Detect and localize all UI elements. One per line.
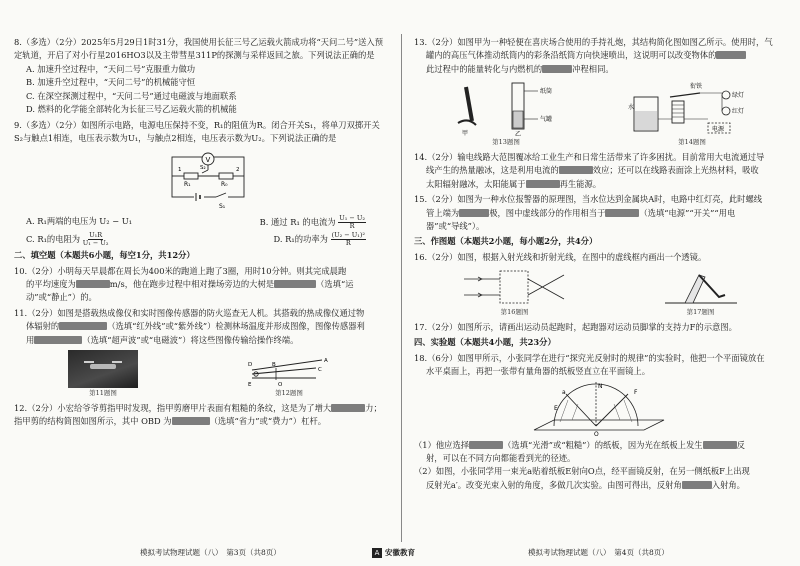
- point-d-label: D: [248, 362, 253, 369]
- q14-text-b: 效应；还可以在线路表面涂上光热材料，吸收: [592, 165, 759, 176]
- point-e-label: E: [248, 382, 252, 389]
- answer-blank: [34, 336, 82, 344]
- q8-stem: 8.（多选）（2分）2025年5月29日1时31分，我国使用长征三号乙运载火箭成功将“天问二号”送入预定轨道，开启了对小行星2016HO3以及主带彗星311P的探测与采样返回之旅。下列说法正确的是: [14, 37, 384, 61]
- figure-11: [68, 350, 138, 399]
- answer-blank: [76, 280, 110, 288]
- question-17: [414, 321, 786, 334]
- q9-option-b-text: B. 通过 R₁ 的电流为: [259, 216, 336, 227]
- starting-block-diagram: [661, 267, 741, 307]
- ray-a-label: a: [562, 388, 566, 396]
- answer-blank: [59, 322, 107, 330]
- armature-label: 衔铁: [690, 83, 703, 91]
- q11-text-c: 用: [26, 334, 35, 345]
- q9-option-a: A. R₁两端的电压为 U₂ − U₁: [26, 215, 133, 226]
- point-o-label: O: [594, 430, 599, 438]
- answer-blank: [542, 65, 572, 73]
- figure-yi-label: 乙: [515, 131, 522, 139]
- q11-q12-figures: [14, 350, 386, 399]
- point-a-label: A: [324, 358, 328, 365]
- q13-text-a: 罐内的高压气体推动纸筒内的彩条沿纸筒方向快速喷出，这说明可以改变物体的: [426, 50, 717, 61]
- s1-label: S₁: [219, 202, 226, 210]
- q14-text-d: 再生能源。: [559, 178, 602, 189]
- voltmeter-label: V: [205, 155, 211, 164]
- right-page: [414, 36, 786, 494]
- q11-line-2: [14, 320, 386, 333]
- figure-14: [630, 79, 754, 148]
- water-level-alarm-diagram: [630, 79, 754, 137]
- answer-blank: [274, 280, 316, 288]
- q18-line-1: 18.（6分）如图甲所示，小张同学在进行“探究光反射时的规律”的实验时，他把一个平面镜放在: [414, 352, 765, 363]
- board-f-label: F: [634, 388, 638, 396]
- q15-line-3: 器”或“导线”）。: [426, 221, 485, 232]
- q12-text-c: 指甲剪的结构简图如图所示，其中 OBD 为: [14, 416, 172, 427]
- q15-text-a: 管上端为: [426, 207, 460, 218]
- figure-13: [446, 79, 566, 148]
- q11-text-b: （选填“红外线”或“紫外线”）检测林场温度并形成图像，图像传感器利: [107, 321, 365, 332]
- q12-line-2: [14, 415, 386, 428]
- q16-q17-figures: [414, 267, 786, 318]
- q9-option-b-fraction: [338, 215, 366, 230]
- q9-d-denominator: R: [345, 238, 351, 247]
- answer-blank: [682, 481, 712, 489]
- figure-13-caption: 第13题图: [492, 138, 520, 147]
- point-c-label: C: [318, 367, 322, 374]
- q9-option-d-text: D. R₁的功率为: [273, 233, 328, 244]
- q18-sub-1-line-2: 射，可以在不同方向都能看到光的径迹。: [426, 453, 576, 464]
- answer-blank: [703, 441, 737, 449]
- q10-line-3: 动”或“静止”）的。: [26, 292, 97, 303]
- q18-text-e: 入射角。: [711, 479, 745, 490]
- q9-c-denominator: U₁ − U₂: [82, 238, 109, 247]
- section-2-header: 二、填空题（本题共6小题，每空1分，共12分）: [14, 250, 195, 261]
- figure-jia-label: 甲: [462, 130, 469, 138]
- q10-text-c: （选填“运: [316, 278, 354, 289]
- q11-line-1: 11.（2分）如图是搭载热成像仪和实时图像传感器的防火巡查无人机。其搭载的热成像仪通过物: [14, 307, 365, 318]
- figure-16: [460, 267, 570, 318]
- drone-photo: [68, 350, 138, 388]
- q10-line-1: 10.（2分）小明每天早晨都在周长为400米的跑道上跑了3圈，用时10分钟。则其完成晨跑: [14, 265, 347, 276]
- water-label: 水: [628, 104, 635, 112]
- right-page-footer: 模拟考试物理试题（八） 第4页（共8页）: [528, 548, 669, 557]
- q13-text-c: 冲程相同。: [572, 63, 614, 74]
- q13-line-1: 13.（2分）如图甲为一种轻便在喜庆场合使用的手持礼炮，其结构简化图如图乙所示。使用时，气: [414, 37, 773, 47]
- q11-line-3: [14, 334, 386, 347]
- q14-line-3: [414, 178, 786, 191]
- q18-line-2: 水平桌面上，再把一张带有量角器的纸板竖直立在平面镜上。: [426, 366, 651, 377]
- q15-line-1: 15.（2分）如图为一种水位报警器的原理图，当水位达到金属块A时，电路中红灯亮，此时螺线: [414, 194, 763, 205]
- q18-text-b: （选填“光滑”或“粗糙”）的纸板，因为光在纸板上发生: [503, 439, 703, 450]
- q14-text-c: 太阳辐射融冰，太阳能属于: [426, 178, 526, 189]
- q9-option-d-fraction: [331, 232, 366, 247]
- question-11: [14, 307, 386, 399]
- q9-options-ab: [14, 215, 386, 230]
- r1-label: R₁: [184, 180, 191, 188]
- q9-option-c-fraction: [83, 232, 109, 247]
- green-light-label: 绿灯: [732, 92, 745, 100]
- question-13: [414, 36, 786, 148]
- q8-option-d: D. 燃料的化学能全部转化为长征三号乙运载火箭的机械能: [26, 104, 237, 115]
- q9-b-numerator: U₁ − U₂: [339, 213, 365, 222]
- q11-text-d: （选填“超声波”或“电磁波”）将这些图像传输给操作终端。: [82, 334, 299, 345]
- q9-b-denominator: R: [349, 221, 355, 230]
- q8-option-a: A. 加速升空过程中，“天问二号”克服重力做功: [26, 63, 196, 74]
- paper-tube-label: 纸筒: [540, 88, 553, 96]
- contact-1-label: 1: [178, 166, 182, 173]
- gas-canister-label: 气罐: [540, 116, 553, 124]
- question-18: [414, 352, 786, 493]
- q12-text-a: 12.（2分）小宏给爷爷剪指甲时发现，指甲剪磨甲片表面有粗糙的条纹，这是为了增大: [14, 402, 332, 413]
- answer-blank: [459, 209, 489, 217]
- figure-12-caption: 第12题图: [275, 389, 303, 398]
- figure-17: [661, 267, 741, 318]
- power-source-label: 电源: [712, 126, 725, 134]
- point-o-label: O: [278, 382, 283, 389]
- publisher-footer: [372, 547, 415, 559]
- lens-ray-diagram: [460, 267, 570, 307]
- q18-sub-1-line-1: [414, 439, 786, 452]
- q9-option-c-text: C. R₁的电阻为: [26, 233, 81, 244]
- nail-clipper-diagram: [246, 354, 332, 388]
- q8-option-c: C. 在深空探测过程中，“天问二号”通过电磁波与地面联系: [26, 90, 237, 101]
- r0-label: R₀: [221, 180, 228, 188]
- answer-blank: [559, 166, 593, 174]
- figure-14-caption: 第14题图: [678, 138, 706, 147]
- red-light-label: 红灯: [732, 108, 745, 116]
- point-b-label: B: [272, 362, 276, 369]
- section-3-header: 三、作图题（本题共2小题，每小题2分，共4分）: [414, 236, 598, 247]
- question-9: [14, 119, 386, 247]
- figure-11-caption: 第11题图: [89, 389, 117, 398]
- reflection-protractor-diagram: [524, 380, 674, 438]
- q12-line-1: [14, 402, 386, 415]
- q14-line-1: 14.（2分）输电线路大范围覆冰给工业生产和日常生活带来了许多困扰。目前常用大电流通过导: [414, 151, 765, 162]
- section-4-header: 四、实验题（本题共4小题，共23分）: [414, 337, 556, 348]
- q13-text-b: 此过程中的能量转化与内燃机的: [426, 63, 543, 74]
- q9-option-d: [274, 232, 366, 247]
- question-8: [14, 36, 386, 117]
- s2-label: S₂: [200, 164, 206, 171]
- q10-line-2: [14, 278, 386, 291]
- q13-q14-figures: [414, 79, 786, 148]
- q14-text-a: 线产生的热量融冰，这是利用电流的: [426, 165, 559, 176]
- q11-text-a: 体辐射的: [26, 321, 60, 332]
- question-15: [414, 193, 786, 233]
- q9-option-b: [260, 215, 366, 230]
- normal-n-label: N: [598, 382, 603, 390]
- figure-17-caption: 第17题图: [686, 308, 715, 317]
- answer-blank: [526, 180, 560, 188]
- q17-line-1: 17.（2分）如图所示，请画出运动员起跑时，起跑器对运动员脚掌的支持力F的示意图。: [414, 321, 737, 332]
- q13-line-3: [414, 63, 786, 76]
- board-e-label: E: [554, 404, 558, 412]
- q9-circuit-diagram: [164, 147, 256, 213]
- question-16: [414, 251, 786, 318]
- q9-options-cd: [14, 232, 386, 247]
- answer-blank: [605, 209, 639, 217]
- q9-stem: 9.（多选）（2分）如图所示电路，电源电压保持不变，R₁的阻值为R。闭合开关S₁，将单刀双掷开关S₂与触点1相连，电压表示数为U₁，与触点2相连，电压表示数为U₂。下列说法正确的是: [14, 119, 380, 144]
- answer-blank: [716, 51, 746, 59]
- question-12: [14, 402, 386, 429]
- q9-d-numerator: (U₂ − U₁)²: [331, 230, 365, 239]
- q10-text-b: m/s，他在跑步过程中相对操场旁边的大树是: [109, 278, 275, 289]
- q13-line-2: [414, 49, 786, 62]
- figure-16-caption: 第16题图: [500, 308, 529, 317]
- q10-text-a: 的平均速度为: [26, 278, 76, 289]
- q8-option-b: B. 加速升空过程中，“天问二号”的机械能守恒: [26, 77, 196, 88]
- answer-blank: [331, 404, 365, 412]
- q15-text-c: （选填“电源”“开关”“用电: [639, 207, 736, 218]
- q15-line-2: [414, 207, 786, 220]
- q18-sub-2-line-2: [414, 479, 786, 492]
- question-10: [14, 265, 386, 305]
- q12-text-d: （选填“省力”或“费力”）杠杆。: [209, 416, 327, 427]
- left-page: [14, 36, 386, 431]
- q14-line-2: [414, 164, 786, 177]
- q18-text-a: （1）他应选择: [414, 439, 470, 450]
- answer-blank: [469, 441, 503, 449]
- q18-text-c: 反: [736, 439, 745, 450]
- publisher-name: 安徽教育: [385, 548, 415, 557]
- contact-2-label: 2: [236, 166, 240, 173]
- question-14: [414, 151, 786, 191]
- q12-text-b: 力；: [365, 402, 382, 413]
- left-page-footer: 模拟考试物理试题（八） 第3页（共8页）: [140, 548, 281, 557]
- figure-12: [246, 354, 332, 399]
- party-popper-diagram: [446, 79, 566, 137]
- q18-text-d: 反射光a′。改变光束入射的角度，多做几次实验。由图可得出，反射角: [426, 479, 682, 490]
- q18-sub-2-line-1: （2）如图，小张同学用一束光a贴着纸板E射向O点，经平面镜反射，在另一侧纸板F上出现: [414, 466, 750, 477]
- q9-c-numerator: U₁R: [89, 230, 103, 239]
- answer-blank: [172, 417, 210, 425]
- q16-line-1: 16.（2分）如图，根据入射光线和折射光线，在图中的虚线框内画出一个透镜。: [414, 251, 707, 262]
- page-divider: [401, 34, 402, 542]
- q9-option-c: [26, 232, 108, 247]
- q15-text-b: 极，图中虚线部分的作用相当于: [489, 207, 606, 218]
- publisher-badge: A: [372, 548, 382, 558]
